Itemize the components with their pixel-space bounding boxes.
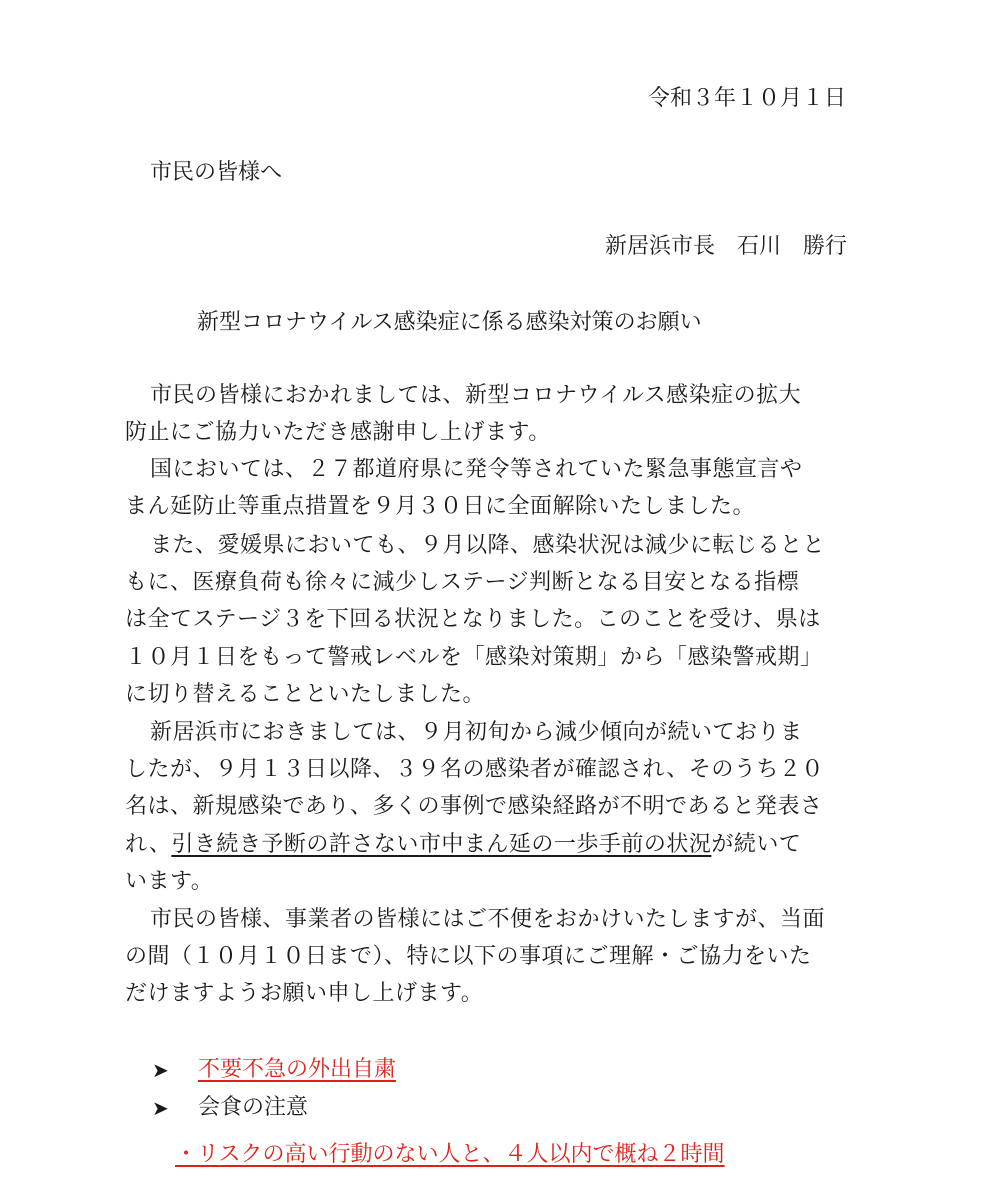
body-line: 市民の皆様におかれましては、新型コロナウイルス感染症の拡大 [150,383,802,408]
body-line: に切り替えることといたしました。 [125,682,486,707]
body-line: したが、９月１３日以降、３９名の感染者が確認され、そのうち２０ [125,757,824,782]
body-text: が続いて [711,832,802,857]
arrow-bullet-icon: ➤ [152,1058,169,1082]
letter-title: 新型コロナウイルス感染症に係る感染対策のお願い [197,310,702,335]
arrow-bullet-icon: ➤ [152,1096,169,1120]
body-line: 防止にご協力いただき感謝申し上げます。 [125,420,551,445]
emphasized-statement: 引き続き予断の許さない市中まん延の一歩手前の状況 [171,832,712,857]
dining-sub-item: ・リスクの高い行動のない人と、４人以内で概ね２時間 [175,1142,725,1167]
request-item-stay-home: 不要不急の外出自粛 [198,1057,397,1082]
letter-addressee: 市民の皆様へ [150,160,283,185]
letter-sender: 新居浜市長 石川 勝行 [604,234,847,259]
body-line: １０月１日をもって警戒レベルを「感染対策期」から「感染警戒期」 [125,645,823,670]
body-line: 国においては、２７都道府県に発令等されていた緊急事態宣言や [150,457,803,482]
body-line [125,830,801,860]
body-text: れ、 [125,832,172,857]
body-line: だけますようお願い申し上げます。 [125,981,484,1006]
body-line: の間（１０月１０日まで）、特に以下の事項にご理解・ご協力をいた [125,944,812,969]
body-line: もに、医療負荷も徐々に減少しステージ判断となる目安となる指標 [125,570,800,595]
request-item-dining: 会食の注意 [198,1095,309,1120]
body-line: 名は、新規感染であり、多くの事例で感染経路が不明であると発表さ [125,794,823,819]
body-line: 市民の皆様、事業者の皆様にはご不便をおかけいたしますが、当面 [150,907,826,932]
body-line: は全てステージ３を下回る状況となりました。このことを受け、県は [125,607,821,632]
body-line: まん延防止等重点措置を９月３０日に全面解除いたしました。 [125,494,756,519]
body-line: また、愛媛県においても、９月以降、感染状況は減少に転じるとと [150,533,826,558]
body-line: 新居浜市におきましては、９月初旬から減少傾向が続いておりま [150,720,803,745]
body-line: います。 [125,869,214,894]
letter-date: 令和３年１０月１日 [647,86,846,111]
